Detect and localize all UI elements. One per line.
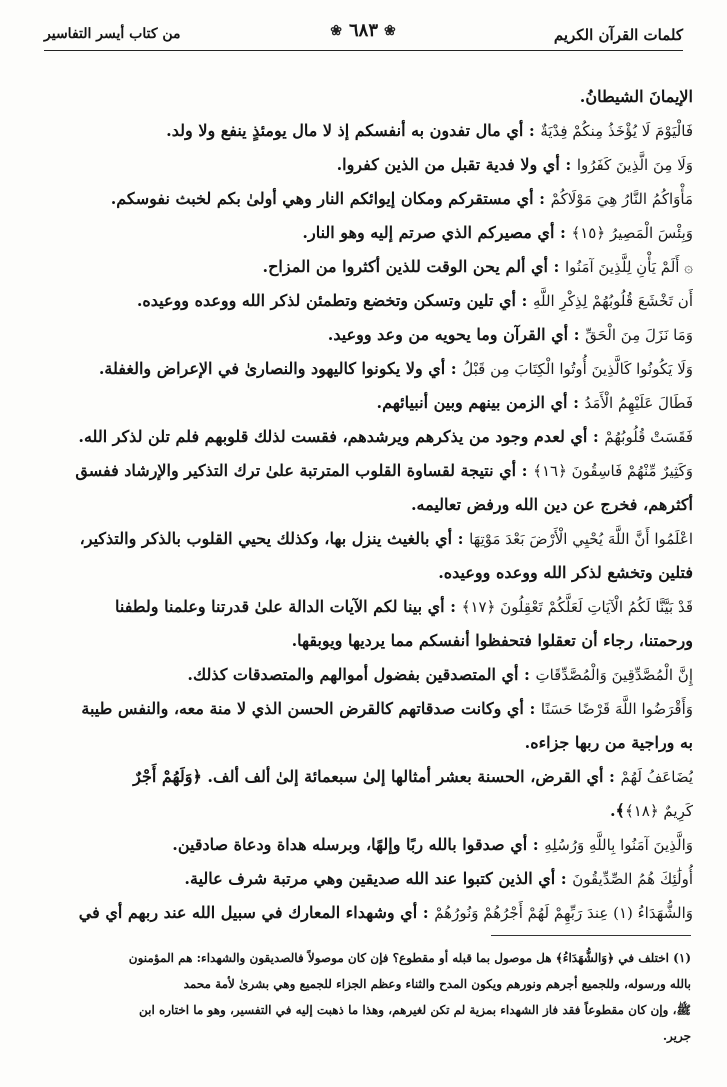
- explanation-text: : أي وشهداء المعارك في سبيل الله عند ربهم أي في: [78, 903, 435, 922]
- explanation-text: الإيمانَ الشيطانُ.: [579, 87, 693, 106]
- book-title: كلمات القرآن الكريم: [553, 26, 683, 44]
- footnote-rule: [491, 935, 691, 936]
- quran-phrase: مَأْوَاكُمُ النَّارُ هِيَ مَوْلَاكُمْ: [550, 190, 693, 208]
- text-line: [54, 896, 693, 930]
- quran-phrase: يُضَاعَفُ لَهُمْ: [620, 768, 693, 786]
- text-line: [54, 386, 693, 420]
- quran-phrase: أَن تَخْشَعَ قُلُوبُهُمْ لِذِكْرِ اللَّهِ: [532, 292, 693, 310]
- text-line: [54, 420, 693, 454]
- text-line: [54, 318, 693, 352]
- quran-phrase: وَلَا يَكُونُوا كَالَّذِينَ أُوتُوا الْكِتَابَ مِن قَبْلُ: [462, 360, 693, 378]
- footnote-line: بالله ورسوله، وللجميع أجرهم ونورهم ويكون المدح والثناء وعظم الجزاء للجميع وهي بشرىٰ لأمة محمد: [183, 977, 691, 991]
- explanation-text: : أي المتصدقين بفضول أموالهم والمتصدقات كذلك.: [187, 665, 536, 684]
- tafsir-body: [54, 80, 693, 930]
- text-line: [54, 182, 693, 216]
- quran-phrase: وَكَثِيرٌ مِّنْهُمْ فَاسِقُونَ ﴿١٦﴾: [533, 462, 693, 480]
- quran-phrase: اعْلَمُوا أَنَّ اللَّهَ يُحْيِي الْأَرْضَ بَعْدَ مَوْتِهَا: [469, 530, 693, 548]
- explanation-text: : أي بينا لكم الآيات الدالة علىٰ قدرتنا وعلمنا ولطفنا: [114, 597, 462, 616]
- explanation-text: فتلين وتخشع لذكر الله ووعده ووعيده.: [438, 563, 693, 582]
- explanation-text: : أي الزمن بينهم وبين أنبيائهم.: [376, 393, 585, 412]
- quran-phrase: وَأَقْرَضُوا اللَّهَ قَرْضًا حَسَنًا: [540, 700, 693, 718]
- quran-phrase: فَالْيَوْمَ لَا يُؤْخَذُ مِنكُمْ فِدْيَةٌ: [540, 122, 693, 140]
- explanation-text: : أي مال تفدون به أنفسكم إذ لا مال يومئذٍ ينفع ولا ولد.: [166, 121, 541, 140]
- text-line: [54, 216, 693, 250]
- explanation-text: : أي لعدم وجود من يذكرهم ويرشدهم، فقست لذلك قلوبهم فلم تلن لذكر الله.: [78, 427, 605, 446]
- text-line: [54, 658, 693, 692]
- text-line: [54, 488, 693, 522]
- text-line: [54, 454, 693, 488]
- footnote-line: جرير.: [662, 1029, 691, 1043]
- text-line: [54, 624, 693, 658]
- explanation-text: : أي القرآن وما يحويه من وعد ووعيد.: [327, 325, 586, 344]
- explanation-text: : أي وكانت صدقاتهم كالقرض الحسن الذي لا منة معه، والنفس طيبة: [81, 699, 541, 718]
- text-line: [54, 284, 693, 318]
- explanation-text: : أي تلين وتسكن وتخضع وتطمئن لذكر الله ووعده ووعيده.: [136, 291, 533, 310]
- explanation-text: ﴾.: [609, 801, 625, 820]
- source-title: من كتاب أيسر التفاسير: [44, 26, 181, 42]
- explanation-text: : أي ولا يكونوا كاليهود والنصارىٰ في الإعراض والغفلة.: [98, 359, 463, 378]
- text-line: [54, 114, 693, 148]
- quran-phrase: ۞ أَلَمْ يَأْنِ لِلَّذِينَ آمَنُوا: [565, 258, 693, 276]
- footnote-line: (١) اختلف في ﴿وَالشُّهَدَاءُ﴾ هل موصول بما قبله أو مقطوع؟ فإن كان موصولاً فالصديقون والشهداء: هم المؤمنون: [128, 951, 691, 965]
- text-line: [54, 250, 693, 284]
- explanation-text: أكثرهم، فخرج عن دين الله ورفض تعاليمه.: [410, 495, 693, 514]
- text-line: [54, 80, 693, 114]
- explanation-text: : أي مصيركم الذي صرتم إليه وهو النار.: [302, 223, 572, 242]
- quran-phrase: وَلَا مِنَ الَّذِينَ كَفَرُوا: [576, 156, 693, 174]
- ornament-icon: ❀: [330, 22, 343, 39]
- text-line: [54, 692, 693, 726]
- quran-phrase: فَطَالَ عَلَيْهِمُ الْأَمَدُ: [584, 394, 693, 412]
- text-line: [54, 522, 693, 556]
- header-rule: [44, 50, 683, 51]
- text-line: [54, 726, 693, 760]
- quran-phrase: وَبِئْسَ الْمَصِيرُ ﴿١٥﴾: [571, 224, 693, 242]
- quran-phrase: وَالشُّهَدَاءُ (١) عِندَ رَبِّهِمْ لَهُمْ أَجْرُهُمْ وَنُورُهُمْ: [434, 904, 693, 922]
- explanation-text: : أي ولا فدية تقبل من الذين كفروا.: [336, 155, 577, 174]
- page-header: [44, 20, 683, 60]
- quran-phrase: إِنَّ الْمُصَّدِّقِينَ وَالْمُصَّدِّقَاتِ: [535, 666, 693, 684]
- explanation-text: ورحمتنا، رجاء أن تعقلوا فتحفظوا أنفسكم مما يرديها ويوبقها.: [291, 631, 693, 650]
- footnotes: [40, 945, 691, 1049]
- text-line: [54, 352, 693, 386]
- explanation-text: : أي نتيجة لقساوة القلوب المترتبة علىٰ ترك التذكير والإرشاد ففسق: [75, 461, 534, 480]
- quran-phrase: قَدْ بَيَّنَّا لَكُمُ الْآيَاتِ لَعَلَّكُمْ تَعْقِلُونَ ﴿١٧﴾: [461, 598, 693, 616]
- text-line: [54, 828, 693, 862]
- page-number-group: [330, 20, 396, 41]
- text-line: [54, 148, 693, 182]
- explanation-text: به وراجية من ربها جزاءه.: [524, 733, 693, 752]
- text-line: [54, 760, 693, 794]
- text-line: [54, 794, 693, 828]
- quran-phrase: فَقَسَتْ قُلُوبُهُمْ: [604, 428, 693, 446]
- explanation-text: : أي ألم يحن الوقت للذين أكثروا من المزاح.: [262, 257, 565, 276]
- page-number: ٦٨٣: [348, 20, 379, 41]
- explanation-text: : أي صدقوا بالله ربًا وإلهًا، وبرسله هداة ودعاة صادقين.: [172, 835, 545, 854]
- quran-phrase: وَالَّذِينَ آمَنُوا بِاللَّهِ وَرُسُلِهِ: [544, 836, 693, 854]
- text-line: [54, 556, 693, 590]
- explanation-text: : أي بالغيث ينزل بها، وكذلك يحيي القلوب بالذكر والتذكير،: [79, 529, 470, 548]
- footnote-line: ﷺ، وإن كان مقطوعاً فقد فاز الشهداء بمزية لم تكن لغيرهم، وهذا ما ذهبت إليه في التفسير، وهو ما اختاره ابن: [138, 1003, 691, 1017]
- ornament-icon: ❀: [384, 22, 397, 39]
- explanation-text: : أي مستقركم ومكان إيوائكم النار وهي أولىٰ بكم لخبث نفوسكم.: [110, 189, 551, 208]
- quran-phrase: أُولَٰئِكَ هُمُ الصِّدِّيقُونَ: [572, 870, 693, 888]
- explanation-text: : أي القرض، الحسنة بعشر أمثالها إلىٰ سبعمائة إلىٰ ألف ألف. ﴿وَلَهُمْ أَجْرٌ: [133, 767, 621, 786]
- quran-phrase: كَرِيمٌ ﴿١٨﴾: [624, 802, 693, 820]
- explanation-text: : أي الذين كتبوا عند الله صديقين وهي مرتبة شرف عالية.: [184, 869, 573, 888]
- text-line: [54, 862, 693, 896]
- quran-phrase: وَمَا نَزَلَ مِنَ الْحَقِّ: [585, 326, 693, 344]
- text-line: [54, 590, 693, 624]
